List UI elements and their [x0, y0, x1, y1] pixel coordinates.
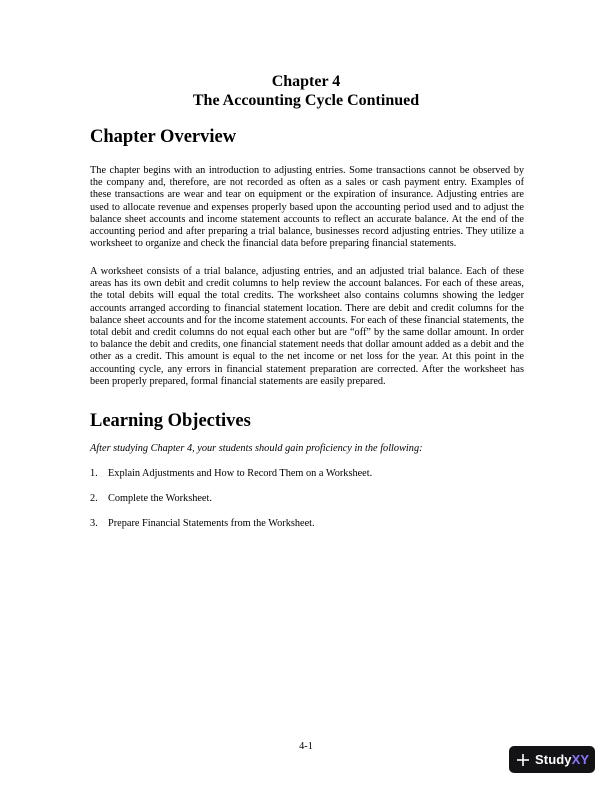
objective-item [90, 518, 315, 530]
chapter-overview-heading: Chapter Overview [90, 127, 237, 147]
studyxy-logo-text [535, 752, 589, 767]
learning-objectives-heading: Learning Objectives [90, 411, 251, 431]
overview-paragraph: The chapter begins with an introduction to adjusting entries. Some transactions cannot be observed by the company and, therefore, are not recorded as often as a sales or cash payment entry. Examples of these transactions are wear and tear on equipment or the expiration of insurance. Adjusting entries are used to allocate revenue and expenses properly based upon the accounting period used and to adjust the balance sheet accounts and income statement accounts to reflect an accurate balance. At the end of the accounting period and after preparing a trial balance, businesses record adjusting entries. They utilize a worksheet to organize and check the financial data before preparing financial statements. [90, 165, 524, 250]
chapter-number: Chapter 4 [271, 73, 341, 90]
overview-paragraph: A worksheet consists of a trial balance, adjusting entries, and an adjusted trial balance. Each of these areas has its own debit and credit columns to help review the account balances. For each of these areas, the total debits will equal the total credits. The worksheet also contains columns showing the ledger accounts arranged according to financial statement location. There are debit and credit columns for the balance sheet accounts and for the income statement accounts. For each of these financial statements, the total debit and credit columns do not equal each other but are “off” by the same dollar amount. In order to balance the debit and credits, one financial statement needs that dollar amount added as a debit and the other as a credit. This amount is equal to the net income or net loss for the year. At this point in the accounting cycle, any errors in financial statement preparation are corrected. After the worksheet has been properly prepared, formal financial statements are easily prepared. [90, 266, 524, 387]
studyxy-badge[interactable] [509, 746, 595, 773]
chapter-header [0, 72, 612, 110]
objective-text: Explain Adjustments and How to Record Them on a Worksheet. [108, 468, 373, 479]
objective-text: Complete the Worksheet. [108, 493, 212, 504]
objectives-intro: After studying Chapter 4, your students should gain proficiency in the following: [90, 443, 423, 454]
objective-text: Prepare Financial Statements from the Worksheet. [108, 518, 315, 529]
objective-number: 2. [90, 493, 98, 504]
objective-number: 3. [90, 518, 98, 529]
chapter-title: The Accounting Cycle Continued [192, 92, 420, 109]
objective-item [90, 493, 212, 505]
plus-icon [517, 754, 529, 766]
brand-suffix: XY [571, 752, 590, 767]
objective-number: 1. [90, 468, 98, 479]
objective-item [90, 468, 372, 480]
brand-prefix: Study [535, 752, 572, 767]
page-number: 4-1 [299, 741, 313, 752]
